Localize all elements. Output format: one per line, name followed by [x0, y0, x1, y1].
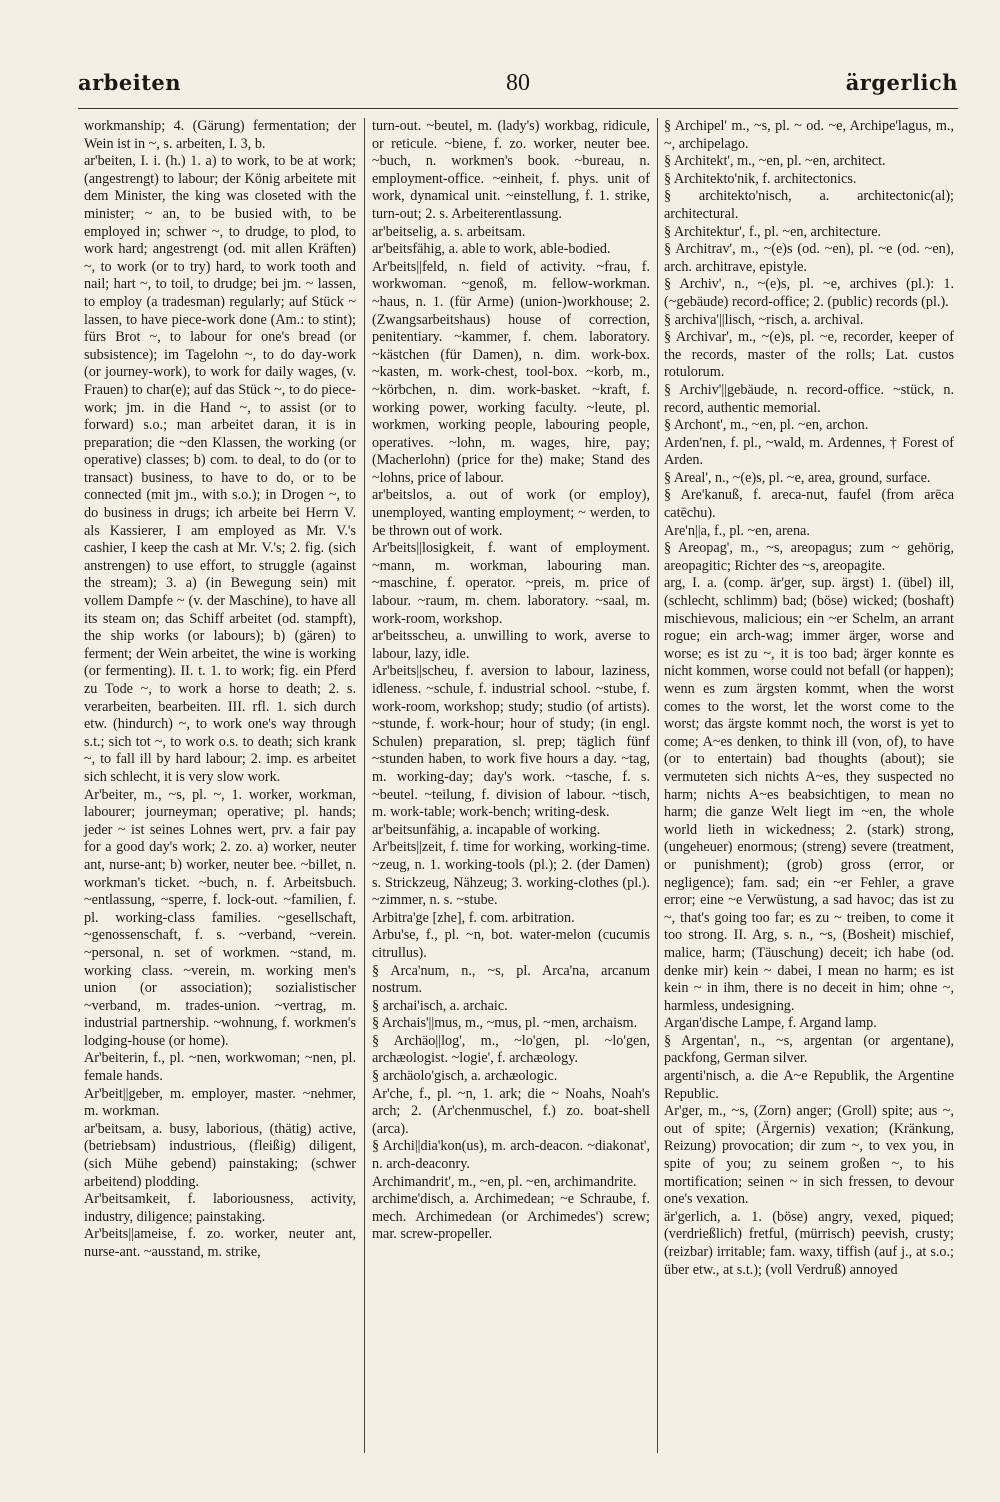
dictionary-entry: är'gerlich, a. 1. (böse) angry, vexed, piqued; (verdrießlich) fretful, (mürrisch) peevish, crusty; (reizbar) irritable; fam. waxy, tiffish (auf j., at s.o.; über etw., at s.t.); (voll Verdruß) annoyed	[664, 1208, 958, 1278]
dictionary-entry: Arbu'se, f., pl. ~n, bot. water-melon (cucumis citrullus).	[372, 927, 654, 961]
dictionary-entry: ar'beitselig, a. s. arbeitsam.	[372, 223, 526, 240]
dictionary-entry: § Archiv', n., ~(e)s, pl. ~e, archives (pl.): 1. (~gebäude) record-office; 2. (public) records (pl.).	[664, 276, 958, 310]
dictionary-entry: Ar'ger, m., ~s, (Zorn) anger; (Groll) spite; aus ~, out of spite; (Ärgernis) vexation; (Kränkung, Reizung) provocation; dir zum ~, to vex you, in spite of you; zu seinem großen ~, to his mortification; seinen ~ in sich fressen, to devour one's vexation.	[664, 1103, 958, 1208]
dictionary-entry: § Archiv'||gebäude, n. record-office. ~stück, n. record, authentic memorial.	[664, 381, 958, 416]
dictionary-entry: Arbitra'ge [zhe], f. com. arbitration.	[372, 909, 575, 926]
dictionary-entry: argenti'nisch, a. die A~e Republik, the Argentine Republic.	[664, 1068, 958, 1102]
dictionary-entry: Ar'beits||zeit, f. time for working, working-time. ~zeug, n. 1. working-tools (pl.); 2. (der Damen) s. Strickzeug, Nähzeug; 3. working-clothes (pl.). ~zimmer, n. s. ~stube.	[372, 839, 654, 909]
dictionary-entry: Archimandrit', m., ~en, pl. ~en, archimandrite.	[372, 1173, 637, 1190]
dictionary-entry: § Archipel' m., ~s, pl. ~ od. ~e, Archipe'lagus, m., ~, archipelago.	[664, 118, 958, 152]
dictionary-entry: § archiva'||lisch, ~risch, a. archival.	[664, 311, 864, 328]
dictionary-entry: § Archivar', m., ~(e)s, pl. ~e, recorder, keeper of the records, master of the rolls; Lat. custos rotulorum.	[664, 329, 958, 381]
dictionary-entry: § Architrav', m., ~(e)s (od. ~en), pl. ~e (od. ~en), arch. architrave, epistyle.	[664, 241, 958, 275]
dictionary-entry: § Architektur', f., pl. ~en, architecture.	[664, 223, 882, 240]
dictionary-entry: Argan'dische Lampe, f. Argand lamp.	[664, 1015, 877, 1032]
header-rule	[78, 108, 958, 109]
dictionary-entry: Ar'beiter, m., ~s, pl. ~, 1. worker, workman, labourer; journeyman; operative; pl. hands; jeder ~ ist seines Lohnes wert, prv. a fair pay for a good day's work; 2. zo. a) worker, neuter ant, nurse-ant; b) worker, neuter bee. ~billet, n. workman's ticket. ~buch, n. f. Arbeitsbuch. ~entlassung, ~sperre, f. lock-out. ~familien, f. pl. working-class families. ~gesellschaft, ~genossenschaft, f. s. ~verband, ~verein. ~personal, n. set of workmen. ~stand, m. working class. ~verein, m. working men's union (or association); sozialistischer ~verband, m. trades-union. ~vertrag, m. industrial partnership. ~wohnung, f. workmen's lodging-house (or home).	[84, 786, 360, 1049]
column-2	[372, 118, 654, 1458]
dictionary-entry: Ar'beits||feld, n. field of activity. ~frau, f. workwoman. ~genoß, m. fellow-workman. ~haus, n. 1. (für Arme) (union-)workhouse; 2. (Zwangsarbeitshaus) house of correction, penitentiary. ~kammer, f. chem. laboratory. ~kästchen (für Damen), n. dim. work-box. ~kasten, m. work-chest, tool-box. ~korb, m., ~körbchen, n. dim. work-basket. ~kraft, f. working power, working faculty. ~leute, pl. workmen, working people, labouring people, operatives. ~lohn, m. wages, hire, pay; (Macherlohn) (price for the) make; Stand des ~lohns, price of labour.	[372, 258, 654, 486]
dictionary-entry: Ar'beiterin, f., pl. ~nen, workwoman; ~nen, pl. female hands.	[84, 1050, 360, 1085]
dictionary-entry: Are'n||a, f., pl. ~en, arena.	[664, 522, 810, 539]
dictionary-entry: arg, I. a. (comp. är'ger, sup. ärgst) 1. (übel) ill, (schlecht, schlimm) bad; (böse) wicked; (boshaft) mischievous, malicious; ein ~er Schelm, an arrant rogue; ein arch-wag; immer ärger, worse and worse; es ist zu ~, it is too bad; ärger konnte es nicht kommen, worse could not befall (or happen); wenn es zum ärgsten kommt, when the worst comes to the worst, let the worst come to the worst; das ärgste kommt noch, the worst is yet to come; A~es denken, to think ill (von, of), to have (or to entertain) bad thoughts (about); sie vermuteten sich nichts A~es, they suspected no harm; nichts A~es beabsichtigen, to mean no harm; die ganze Welt liegt im ~en, the whole world lieth in wickedness; 2. (stark) strong, (ungeheuer) enormous; (streng) severe (treatment, or punishment); (grob) gross (error, or negligence); fam. sad; ein ~er Fehler, a grave error; eine ~e Verwüstung, a sad havoc; das ist zu ~, that's going too far; es zu ~ treiben, to come it too strong. II. Arg, s. n., ~s, (Bosheit) mischief, malice, harm; (Täuschung) deceit; ich habe (od. denke mir) kein ~ dabei, I mean no harm; es ist kein ~ in ihm, there is no deceit in him; ohne ~, harmless, undesigning.	[664, 575, 958, 1014]
dictionary-entry: § Argentan', n., ~s, argentan (or argentane), packfong, German silver.	[664, 1032, 958, 1067]
page-header	[78, 70, 958, 110]
dictionary-entry: § Archais'||mus, m., ~mus, pl. ~men, archaism.	[372, 1015, 638, 1032]
dictionary-entry: ar'beitsunfähig, a. incapable of working.	[372, 821, 601, 838]
dictionary-entry: § Areopag', m., ~s, areopagus; zum ~ gehörig, areopagitic; Richter des ~s, areopagite.	[664, 540, 958, 574]
column-divider-2	[657, 118, 658, 1453]
dictionary-entry: § Archäo||log', m., ~lo'gen, pl. ~lo'gen, archæologist. ~logie', f. archæology.	[372, 1032, 654, 1067]
page-number: 80	[506, 70, 530, 96]
dictionary-entry: § Architekto'nik, f. architectonics.	[664, 170, 857, 187]
dictionary-entry: § Areal', n., ~(e)s, pl. ~e, area, ground, surface.	[664, 469, 931, 486]
dictionary-entry: ar'beitsam, a. busy, laborious, (thätig) active, (betriebsam) industrious, (fleißig) diligent, (sich Mühe gebend) painstaking; (schwer arbeitend) plodding.	[84, 1120, 360, 1190]
dictionary-entry: workmanship; 4. (Gärung) fermentation; der Wein ist in ~, s. arbeiten, I. 3, b.	[84, 118, 360, 152]
dictionary-entry: ar'beitsscheu, a. unwilling to work, averse to labour, lazy, idle.	[372, 628, 654, 662]
dictionary-entry: § archai'isch, a. archaic.	[372, 997, 508, 1014]
dictionary-entry: Arden'nen, f. pl., ~wald, m. Ardennes, † Forest of Arden.	[664, 434, 957, 469]
dictionary-entry: Ar'beitsamkeit, f. laboriousness, activity, industry, diligence; painstaking.	[84, 1191, 360, 1225]
dictionary-entry: Ar'beit||geber, m. employer, master. ~nehmer, m. workman.	[84, 1085, 360, 1120]
column-1	[84, 118, 360, 1458]
dictionary-entry: turn-out. ~beutel, m. (lady's) workbag, ridicule, or reticule. ~biene, f. zo. worker, neuter bee. ~buch, n. workmen's book. ~bureau, n. employment-office. ~einheit, f. phys. unit of work, dynamical unit. ~einstellung, f. 1. strike, turn-out; 2. s. Arbeiterentlassung.	[372, 118, 654, 222]
dictionary-entry: § Are'kanuß, f. areca-nut, faufel (from arēca catēchu).	[664, 487, 958, 522]
dictionary-entry: Ar'beits||losigkeit, f. want of employment. ~mann, m. workman, labouring man. ~maschine, f. operator. ~preis, m. price of labour. ~raum, m. chem. laboratory. ~saal, m. work-room, workshop.	[372, 540, 654, 627]
dictionary-entry: § architekto'nisch, a. architectonic(al); architectural.	[664, 188, 958, 222]
dictionary-entry: § Archi||dia'kon(us), m. arch-deacon. ~diakonat', n. arch-deaconry.	[372, 1138, 654, 1173]
dictionary-entry: ar'beitslos, a. out of work (or employ), unemployed, wanting employment; ~ werden, to be thrown out of work.	[372, 487, 654, 539]
dictionary-entry: § archäolo'gisch, a. archæologic.	[372, 1068, 558, 1085]
dictionary-entry: archime'disch, a. Archimedean; ~e Schraube, f. mech. Archimedean (or Archimedes') screw; mar. screw-propeller.	[372, 1191, 654, 1243]
dictionary-entry: ar'beitsfähig, a. able to work, able-bodied.	[372, 241, 611, 258]
column-divider-1	[364, 118, 365, 1453]
dictionary-entry: § Archont', m., ~en, pl. ~en, archon.	[664, 417, 869, 434]
column-3	[664, 118, 958, 1458]
dictionary-entry: § Architekt', m., ~en, pl. ~en, architect.	[664, 153, 886, 170]
header-right-guide-word: ärgerlich	[845, 70, 958, 95]
dictionary-entry: Ar'che, f., pl. ~n, 1. ark; die ~ Noahs, Noah's arch; 2. (Ar'chenmuschel, f.) zo. boat-shell (arca).	[372, 1085, 654, 1137]
header-left-guide-word: arbeiten	[78, 70, 182, 95]
dictionary-entry: ar'beiten, I. i. (h.) 1. a) to work, to be at work; (angestrengt) to labour; der König arbeitete mit dem Minister, the king was closeted with the minister; ~ an, to be busied with, to be employed in; schwer ~, to drudge, to plod, to work hard; angestrengt (od. mit allen Kräften) ~, to work (or to try) hard, to work tooth and nail; hart ~, to toil, to drudge; bei jm. ~ lassen, to employ (a tradesman) regularly; auf Stück ~ lassen, to have piece-work done (Am.: to stint); fürs Brot ~, to labour for one's bread (or subsistence); im Tagelohn ~, to do day-work (or journey-work), to work for daily wages, (v. Frauen) to char(e); auf das Stück ~, to do piece-work; jm. in die Hand ~, to assist (or to forward) s.o.; man arbeitet daran, it is in preparation; die ~den Klassen, the working (or operative) classes; b) com. to deal, to do (or to transact) business, to have to do, or to be connected (mit jm., with s.o.); in Drogen ~, to do business in drugs; ich arbeite bei Herrn V. als Kassierer, I am employed as Mr. V.'s cashier, I keep the cash at Mr. V.'s; 2. fig. (sich anstrengen) to use effort, to struggle (against the stream); 3. a) (in Bewegung sein) mit vollem Dampfe ~ (v. der Maschine), to have all its steam on; das Schiff arbeitet (od. stampft), the ship works (or labours); b) (gären) to ferment; der Wein arbeitet, the wine is working (or fermenting). II. t. 1. to work; fig. ein Pferd zu Tode ~, to work a horse to death; 2. s. verarbeiten, bearbeiten. III. rfl. 1. sich durch etw. (hindurch) ~, to work one's way through s.t.; sich tot ~, to work o.s. to death; sich krank ~, to fall ill by hard labour; 2. imp. es arbeitet sich schlecht, it is very slow work.	[84, 153, 360, 785]
dictionary-entry: § Arca'num, n., ~s, pl. Arca'na, arcanum nostrum.	[372, 962, 654, 997]
dictionary-entry: Ar'beits||scheu, f. aversion to labour, laziness, idleness. ~schule, f. industrial school. ~stube, f. work-room, workshop; study; studio (of artists). ~stunde, f. work-hour; hour of study; (in engl. Schulen) preparation, sl. prep; täglich fünf ~stunden haben, to work five hours a day. ~tag, m. working-day; day's work. ~tasche, f. s. ~beutel. ~teilung, f. division of labour. ~tisch, m. work-table; work-bench; writing-desk.	[372, 663, 654, 821]
dictionary-entry: Ar'beits||ameise, f. zo. worker, neuter ant, nurse-ant. ~ausstand, m. strike,	[84, 1226, 360, 1260]
